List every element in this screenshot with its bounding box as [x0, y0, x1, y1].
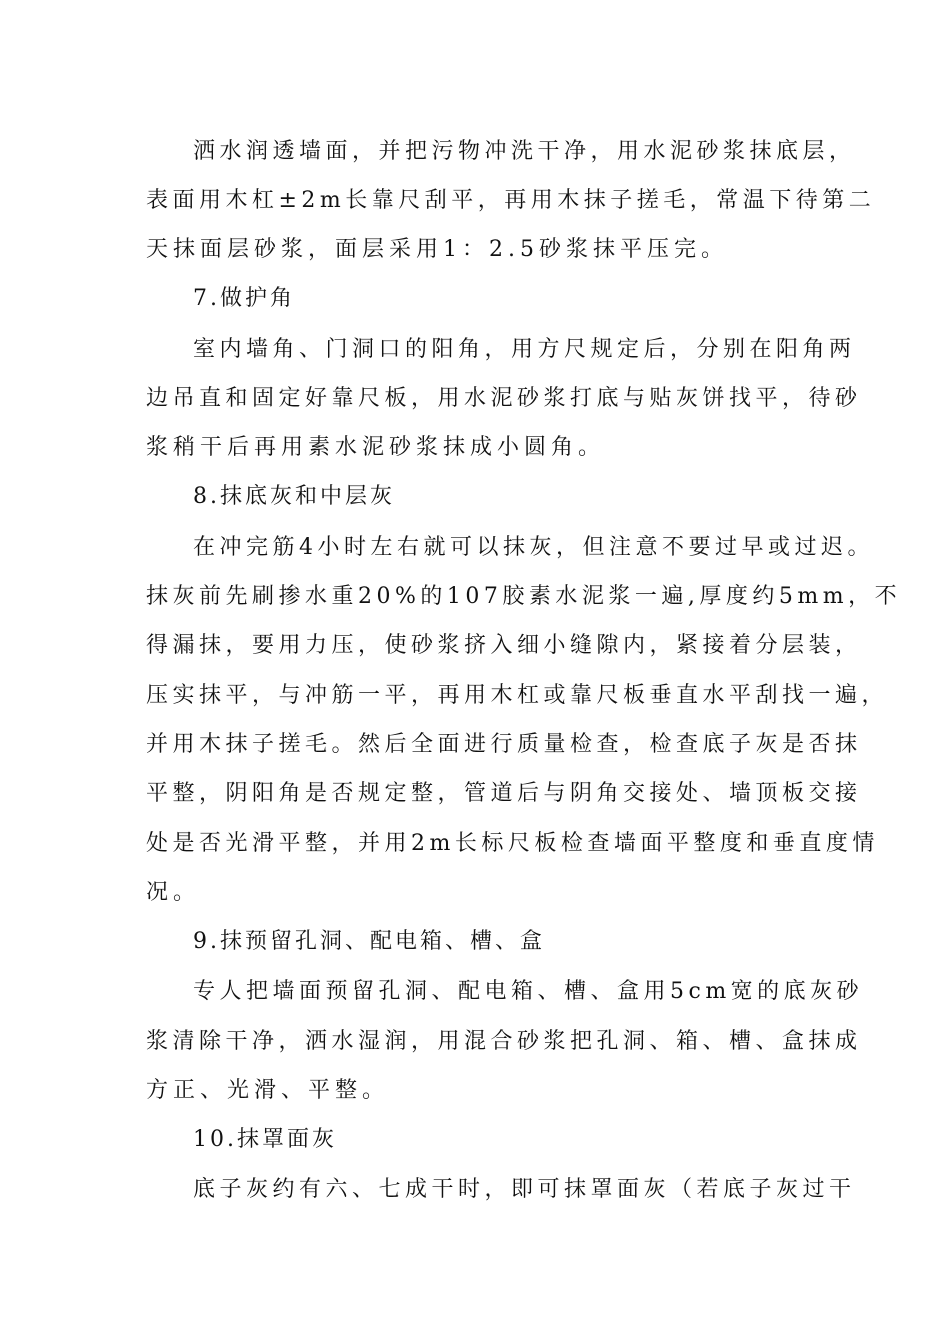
paragraph-line: 浆清除干净，洒水湿润，用混合砂浆把孔洞、箱、槽、盒抹成	[146, 1029, 862, 1054]
paragraph-line: 浆稍干后再用素水泥砂浆抹成小圆角。	[146, 435, 606, 460]
section-heading: 7.做护角	[193, 286, 295, 311]
paragraph-line: 况。	[146, 880, 201, 905]
paragraph-line: 抹灰前先刷掺水重20%的107胶素水泥浆一遍,厚度约5mm，不	[146, 584, 902, 609]
paragraph-line: 表面用木杠±2m长靠尺刮平，再用木抹子搓毛，常温下待第二	[146, 188, 876, 213]
paragraph-line: 压实抹平，与冲筋一平，再用木杠或靠尺板垂直水平刮找一遍，	[146, 683, 889, 708]
section-heading: 9.抹预留孔洞、配电箱、槽、盒	[193, 929, 545, 954]
section-heading: 8.抹底灰和中层灰	[193, 484, 395, 509]
paragraph-line: 天抹面层砂浆，面层采用1：2.5砂浆抹平压完。	[146, 237, 728, 262]
paragraph-line: 底子灰约有六、七成干时，即可抹罩面灰（若底子灰过干	[193, 1177, 856, 1202]
paragraph-line: 方正、光滑、平整。	[146, 1078, 390, 1103]
paragraph-line: 室内墙角、门洞口的阳角，用方尺规定后，分别在阳角两	[193, 337, 856, 362]
paragraph-line: 得漏抹，要用力压，使砂浆挤入细小缝隙内，紧接着分层装，	[146, 633, 862, 658]
paragraph-line: 平整，阴阳角是否规定整，管道后与阴角交接处、墙顶板交接	[146, 781, 862, 806]
paragraph-line: 专人把墙面预留孔洞、配电箱、槽、盒用5cm宽的底灰砂	[193, 979, 864, 1004]
paragraph-line: 处是否光滑平整，并用2m长标尺板检查墙面平整度和垂直度情	[146, 831, 879, 856]
paragraph-line: 边吊直和固定好靠尺板，用水泥砂浆打底与贴灰饼找平，待砂	[146, 386, 862, 411]
paragraph-line: 并用木抹子搓毛。然后全面进行质量检查，检查底子灰是否抹	[146, 732, 862, 757]
section-heading: 10.抹罩面灰	[193, 1127, 337, 1152]
paragraph-line: 在冲完筋4小时左右就可以抹灰，但注意不要过早或过迟。	[193, 535, 874, 560]
paragraph-line: 洒水润透墙面，并把污物冲洗干净，用水泥砂浆抹底层，	[193, 139, 856, 164]
